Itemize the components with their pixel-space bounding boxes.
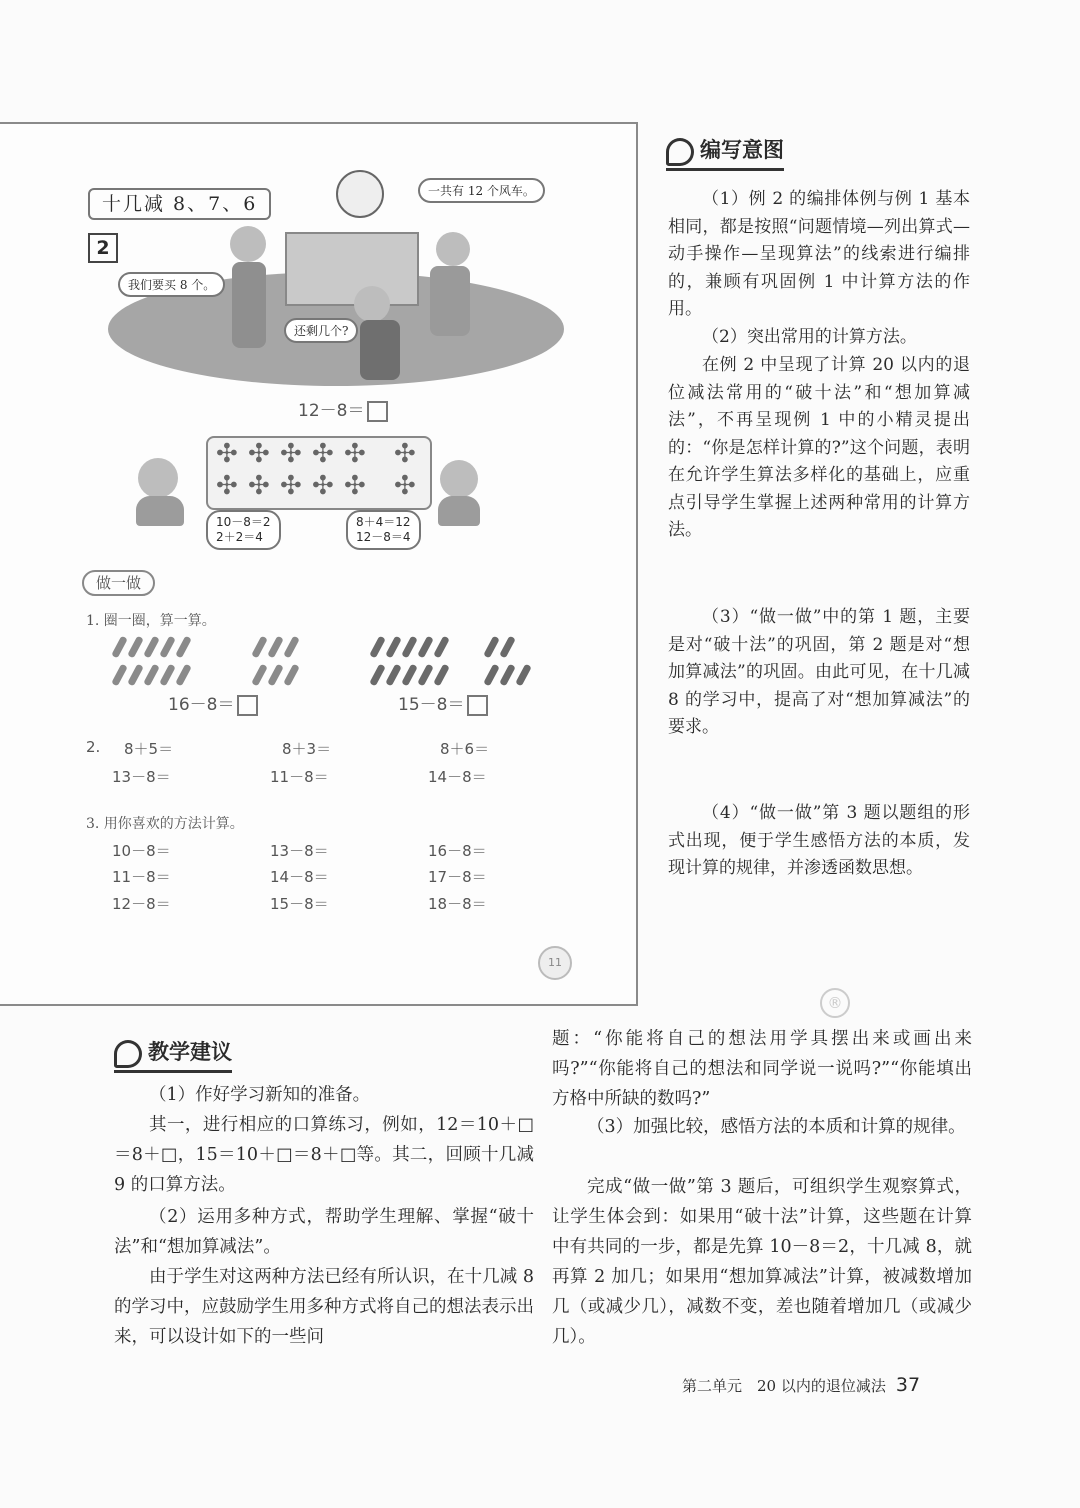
student-right — [440, 460, 478, 498]
q3-cell: 11－8＝ — [112, 868, 171, 886]
suggest-right-para-1: 题：“你能将自己的想法用学具摆出来或画出来吗?”“你能将自己的想法和同学说一说吗?”“你能填出方格中所缺的数吗?” — [552, 1029, 972, 1109]
bubble-left: 还剩几个? — [284, 318, 358, 343]
calc-line: 12－8＝4 — [356, 530, 411, 544]
pinwheel-icon: ✣ — [312, 471, 334, 501]
q2-cell: 8＋6＝ — [440, 740, 490, 758]
pinwheel-icon: ✣ — [344, 439, 366, 469]
section-icon — [114, 1040, 142, 1068]
answer-box — [367, 401, 388, 422]
calc-line: 2＋2＝4 — [216, 530, 263, 544]
pinwheel-icon: ✣ — [280, 439, 302, 469]
intent-para-3: 在例 2 中呈现了计算 20 以内的退位减法常用的“破十法”和“想加算减法”，不再呈现例 1 中的小精灵提出的：“你是怎样计算的?”这个问题，表明在允许学生算法多样化的基础上，应重点引导学生掌握上述两种常用的计算方法。 — [668, 355, 970, 540]
intent-para-5: （4）“做一做”第 3 题以题组的形式出现，便于学生感悟方法的本质，发现计算的规律，并渗透函数思想。 — [668, 803, 970, 878]
q3-cell: 14－8＝ — [270, 868, 329, 886]
pinwheel-icon: ✣ — [248, 471, 270, 501]
child-right-body — [430, 266, 470, 336]
q2-cell: 13－8＝ — [112, 768, 171, 786]
child-left-body — [232, 262, 266, 348]
calc-line: 10－8＝2 — [216, 515, 271, 529]
pinwheel-icon: ✣ — [216, 471, 238, 501]
intent-para-1: （1）例 2 的编排体例与例 1 基本相同，都是按照“问题情境—列出算式—动手操作—呈现算法”的线索进行编排的，兼顾有巩固例 1 中计算方法的作用。 — [668, 189, 970, 319]
pinwheel-grid — [206, 436, 432, 510]
suggest-right-para-3: 完成“做一做”第 3 题后，可组织学生观察算式，让学生体会到：如果用“破十法”计算，这些题在计算中有共同的一步，都是先算 10－8＝2，十几减 8，就再算 2 加几；如果用“想加算减法”计算，被减数增加几（或减少几），减数不变，差也随着增加几（或减少几）。 — [552, 1177, 972, 1347]
q3-cell: 10－8＝ — [112, 842, 171, 860]
stick-group-right-b — [482, 636, 542, 692]
registered-watermark: ® — [820, 988, 850, 1018]
q2-cell: 14－8＝ — [428, 768, 487, 786]
pinwheel-icon: ✣ — [216, 439, 238, 469]
answer-box — [467, 695, 488, 716]
q3-cell: 13－8＝ — [270, 842, 329, 860]
stick-group-left-b — [250, 636, 320, 692]
intent-para-4: （3）“做一做”中的第 1 题，主要是对“破十法”的巩固，第 2 题是对“想加算减法”的巩固。由此可见，在十几减 8 的学习中，提高了对“想加算减法”的要求。 — [668, 607, 970, 737]
suggest-left-para-3: （2）运用多种方式，帮助学生理解、掌握“破十法”和“想加算减法”。 — [114, 1207, 534, 1257]
child-center-body — [360, 320, 400, 380]
suggest-left-para-2: 其一，进行相应的口算练习，例如，12＝10＋□＝8＋□，15＝10＋□＝8＋□等。其二，回顾十几减 9 的口算方法。 — [114, 1115, 534, 1195]
child-center — [354, 286, 390, 322]
child-left — [230, 226, 266, 262]
calc-bubble-right — [346, 510, 421, 550]
q3-cell: 15－8＝ — [270, 895, 329, 913]
main-equation — [298, 396, 388, 422]
q1-eq-b — [398, 690, 488, 716]
q1-eq-b-text: 15－8＝ — [398, 695, 465, 715]
suggest-left-para-1: （1）作好学习新知的准备。 — [149, 1085, 371, 1105]
q1-eq-a — [168, 690, 258, 716]
intent-para-2: （2）突出常用的计算方法。 — [702, 327, 917, 347]
q3-cell: 16－8＝ — [428, 842, 487, 860]
q1-eq-a-text: 16－8＝ — [168, 695, 235, 715]
suggestions-title: 教学建议 — [148, 1039, 232, 1064]
student-left — [138, 458, 178, 498]
footer-page-number: 37 — [895, 1374, 921, 1396]
page-footer — [682, 1374, 920, 1396]
suggest-left-para-4: 由于学生对这两种方法已经有所认识，在十几减 8 的学习中，应鼓励学生用多种方式将自己的想法表示出来，可以设计如下的一些问 — [114, 1267, 534, 1347]
q2-number: 2. — [86, 738, 101, 756]
main-equation-text: 12－8＝ — [298, 401, 365, 421]
student-right-body — [438, 496, 480, 526]
textbook-page-number: 11 — [538, 946, 572, 980]
intent-heading — [666, 134, 784, 171]
pinwheel-stall — [285, 232, 419, 306]
q3-cell: 17－8＝ — [428, 868, 487, 886]
suggestions-heading — [114, 1036, 232, 1073]
child-right — [436, 232, 470, 266]
q3-cell: 18－8＝ — [428, 895, 487, 913]
bubble-buy: 我们要买 8 个。 — [118, 272, 225, 297]
q2-cell: 8＋3＝ — [282, 740, 332, 758]
q3-cell: 12－8＝ — [112, 895, 171, 913]
pinwheel-icon: ✣ — [394, 439, 416, 469]
stick-group-right — [368, 636, 478, 692]
pinwheel-icon: ✣ — [280, 471, 302, 501]
footer-unit: 第二单元 20 以内的退位减法 — [682, 1377, 886, 1395]
answer-box — [237, 695, 258, 716]
section-icon — [666, 138, 694, 166]
pinwheel-icon: ✣ — [344, 471, 366, 501]
bubble-total: 一共有 12 个风车。 — [418, 178, 545, 203]
student-left-body — [136, 496, 184, 526]
q3-title: 3. 用你喜欢的方法计算。 — [86, 816, 244, 832]
pinwheel-icon: ✣ — [312, 439, 334, 469]
stick-group-left — [110, 636, 240, 692]
example-number: 2 — [88, 233, 118, 263]
q2-cell: 8＋5＝ — [124, 740, 174, 758]
suggest-right-para-2: （3）加强比较，感悟方法的本质和计算的规律。 — [587, 1117, 966, 1137]
panda-seller — [336, 170, 384, 218]
q2-cell: 11－8＝ — [270, 768, 329, 786]
calc-line: 8＋4＝12 — [356, 515, 411, 529]
q1-title: 1. 圈一圈，算一算。 — [86, 613, 216, 629]
topic-label: 十几减 8、7、6 — [88, 188, 271, 220]
calc-bubble-left — [206, 510, 281, 550]
do-it-label: 做一做 — [82, 570, 155, 596]
intent-title: 编写意图 — [700, 137, 784, 162]
pinwheel-icon: ✣ — [394, 471, 416, 501]
pinwheel-icon: ✣ — [248, 439, 270, 469]
